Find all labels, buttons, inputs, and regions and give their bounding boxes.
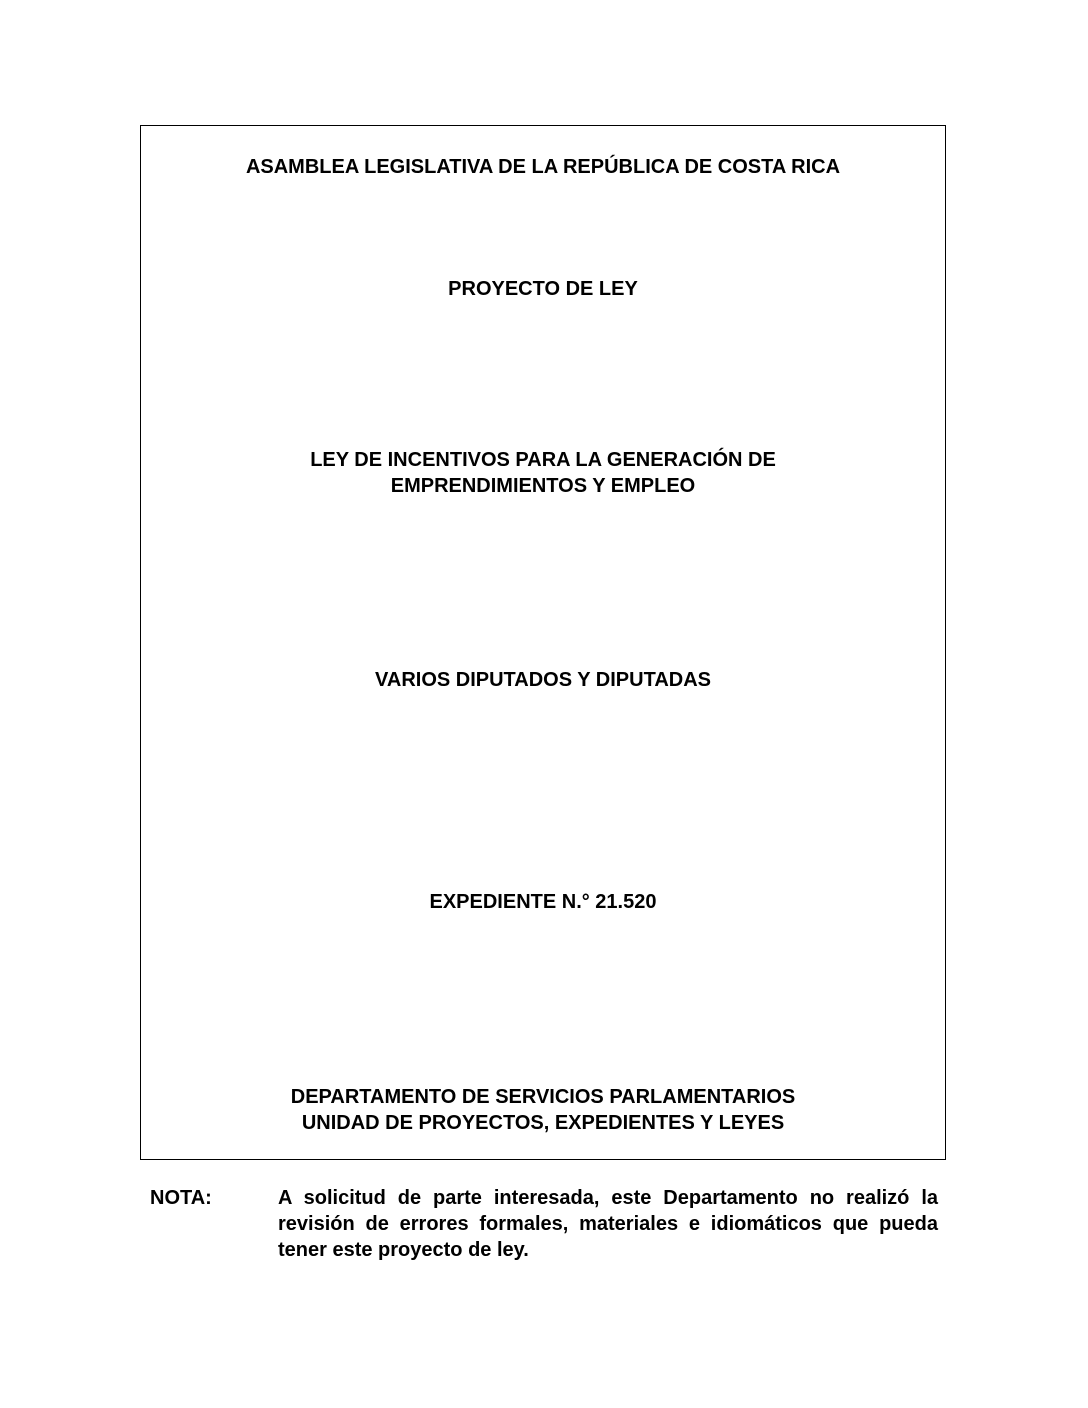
document-type: PROYECTO DE LEY	[448, 278, 638, 300]
cover-frame	[140, 125, 946, 1160]
bill-title-line-1: LEY DE INCENTIVOS PARA LA GENERACIÓN DE	[310, 449, 776, 471]
proponents: VARIOS DIPUTADOS Y DIPUTADAS	[375, 669, 711, 691]
department-name: DEPARTAMENTO DE SERVICIOS PARLAMENTARIOS	[290, 1086, 796, 1108]
note-text: A solicitud de parte interesada, este Departamento no realizó la revisión de errores formales, materiales e idiomáticos que pueda tener este proyecto de ley.	[278, 1187, 938, 1261]
assembly-heading: ASAMBLEA LEGISLATIVA DE LA REPÚBLICA DE COSTA RICA	[245, 156, 841, 178]
unit-name: UNIDAD DE PROYECTOS, EXPEDIENTES Y LEYES	[301, 1112, 785, 1134]
note-label: NOTA:	[150, 1187, 212, 1209]
bill-title-line-2: EMPRENDIMIENTOS Y EMPLEO	[390, 475, 696, 497]
file-number: EXPEDIENTE N.° 21.520	[429, 891, 657, 913]
